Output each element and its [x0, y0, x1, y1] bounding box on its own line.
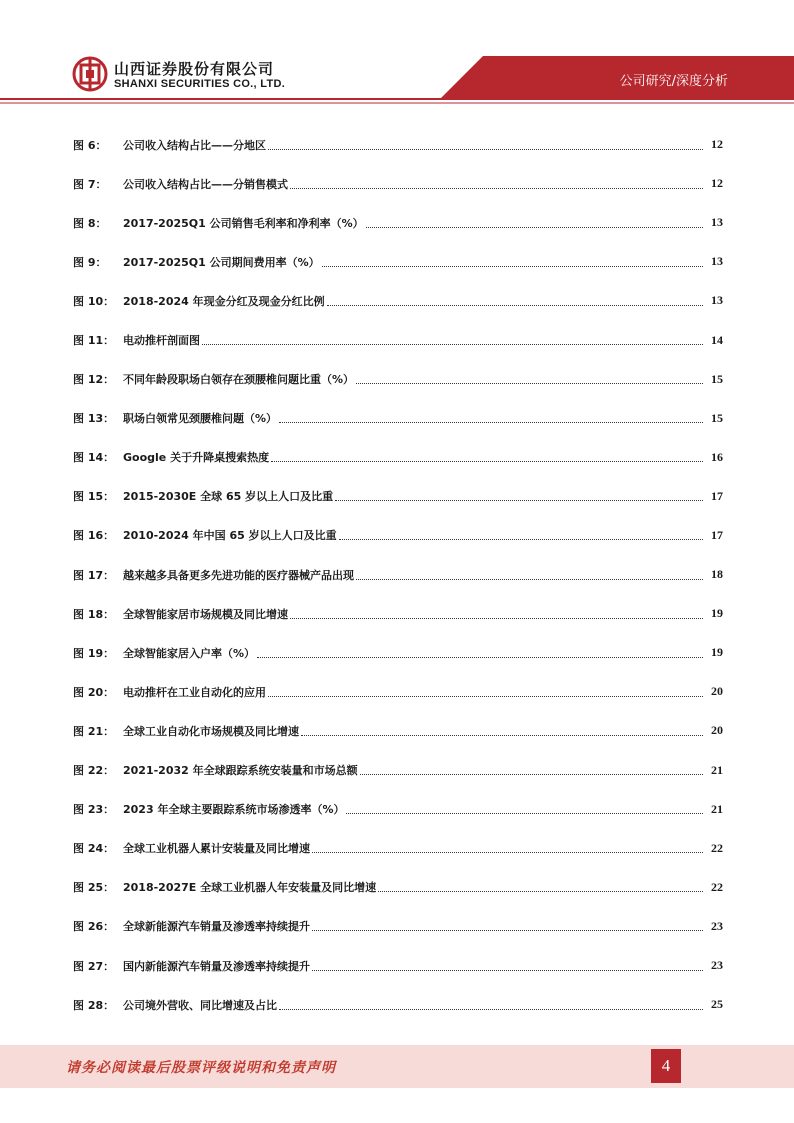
toc-dot-leader: [271, 460, 703, 462]
toc-entry-page[interactable]: 17: [711, 527, 723, 542]
company-name-en: SHANXI SECURITIES CO., LTD.: [114, 78, 286, 90]
toc-entry-title[interactable]: 全球智能家居入户率（%）: [123, 646, 256, 660]
section-title: 公司研究/深度分析: [619, 74, 728, 89]
toc-dot-leader: [335, 499, 703, 501]
toc-entry-title[interactable]: 2018-2027E 全球工业机器人年安装量及同比增速: [123, 881, 377, 895]
toc-entry-label: 图 24：: [73, 842, 115, 856]
toc-dot-leader: [312, 929, 703, 931]
toc-entry-page[interactable]: 23: [711, 958, 723, 973]
toc-dot-leader: [290, 187, 703, 189]
toc-entry-label: 图 18：: [73, 607, 115, 621]
toc-dot-leader: [378, 890, 703, 892]
toc-entry-page[interactable]: 18: [711, 567, 723, 582]
toc-entry-label: 图 21：: [73, 724, 115, 738]
company-name-cn: 山西证券股份有限公司: [114, 60, 275, 78]
toc-dot-leader: [312, 969, 703, 971]
toc-entry-page[interactable]: 13: [711, 254, 723, 269]
toc-dot-leader: [279, 421, 703, 423]
toc-entry-label: 图 6：: [73, 138, 107, 152]
toc-entry-label: 图 10：: [73, 294, 115, 308]
toc-entry-label: 图 26：: [73, 920, 115, 934]
toc-entry-label: 图 20：: [73, 685, 115, 699]
toc-dot-leader: [356, 578, 703, 580]
toc-entry-label: 图 9：: [73, 255, 107, 269]
toc-entry-label: 图 14：: [73, 451, 115, 465]
toc-entry-title[interactable]: 电动推杆剖面图: [123, 334, 200, 348]
toc-entry[interactable]: [73, 164, 723, 203]
toc-entry-page[interactable]: 21: [711, 762, 723, 777]
toc-entry-page[interactable]: 20: [711, 684, 723, 699]
toc-dot-leader: [301, 734, 703, 736]
toc-entry-label: 图 16：: [73, 529, 115, 543]
toc-entry-page[interactable]: 21: [711, 801, 723, 816]
toc-entry[interactable]: [73, 868, 723, 907]
toc-entry-title[interactable]: 越来越多具备更多先进功能的医疗器械产品出现: [123, 568, 354, 582]
toc-dot-leader: [312, 851, 703, 853]
toc-entry-page[interactable]: 20: [711, 723, 723, 738]
toc-entry-title[interactable]: 2017-2025Q1 公司期间费用率（%）: [123, 255, 320, 269]
toc-entry[interactable]: [73, 125, 723, 164]
toc-entry[interactable]: [73, 790, 723, 829]
toc-entry-title[interactable]: 全球智能家居市场规模及同比增速: [123, 607, 288, 621]
toc-entry[interactable]: [73, 438, 723, 477]
toc-entry[interactable]: [73, 360, 723, 399]
toc-entry-page[interactable]: 22: [711, 840, 723, 855]
toc-entry[interactable]: [73, 829, 723, 868]
toc-dot-leader: [257, 656, 703, 658]
toc-entry[interactable]: [73, 320, 723, 359]
toc-entry-label: 图 11：: [73, 334, 115, 348]
toc-dot-leader: [346, 812, 703, 814]
toc-entry-title[interactable]: 公司收入结构占比——分地区: [123, 138, 266, 152]
toc-dot-leader: [268, 148, 703, 150]
toc-entry-label: 图 22：: [73, 764, 115, 778]
toc-entry[interactable]: [73, 555, 723, 594]
toc-entry-title[interactable]: 全球工业自动化市场规模及同比增速: [123, 724, 299, 738]
toc-dot-leader: [366, 226, 703, 228]
company-logo-icon: [72, 56, 108, 92]
company-logo: [72, 56, 332, 96]
toc-entry[interactable]: [73, 281, 723, 320]
toc-entry-title[interactable]: 不同年龄段职场白领存在颈腰椎问题比重（%）: [123, 373, 355, 387]
toc-entry[interactable]: [73, 985, 723, 1024]
toc-entry[interactable]: [73, 751, 723, 790]
toc-entry-title[interactable]: 全球工业机器人累计安装量及同比增速: [123, 842, 310, 856]
toc-entry-page[interactable]: 17: [711, 488, 723, 503]
toc-entry[interactable]: [73, 672, 723, 711]
toc-entry-page[interactable]: 13: [711, 215, 723, 230]
toc-entry[interactable]: [73, 907, 723, 946]
figure-list: [73, 125, 723, 1024]
toc-entry-label: 图 12：: [73, 373, 115, 387]
toc-entry-label: 图 27：: [73, 959, 115, 973]
toc-dot-leader: [268, 695, 703, 697]
toc-entry-label: 图 7：: [73, 177, 107, 191]
disclaimer-link[interactable]: 请务必阅读最后股票评级说明和免责声明: [66, 1060, 336, 1076]
toc-entry-page[interactable]: 19: [711, 606, 723, 621]
toc-entry[interactable]: [73, 516, 723, 555]
toc-entry[interactable]: [73, 946, 723, 985]
toc-entry[interactable]: [73, 203, 723, 242]
toc-entry-title[interactable]: 2021-2032 年全球跟踪系统安装量和市场总额: [123, 764, 358, 778]
toc-entry-title[interactable]: 国内新能源汽车销量及渗透率持续提升: [123, 959, 310, 973]
toc-entry-page[interactable]: 22: [711, 879, 723, 894]
toc-entry-label: 图 23：: [73, 803, 115, 817]
toc-dot-leader: [339, 538, 703, 540]
toc-dot-leader: [279, 1008, 703, 1010]
toc-entry-title[interactable]: 2010-2024 年中国 65 岁以上人口及比重: [123, 529, 337, 543]
toc-entry-title[interactable]: 2017-2025Q1 公司销售毛利率和净利率（%）: [123, 216, 364, 230]
toc-entry-label: 图 17：: [73, 568, 115, 582]
toc-entry-title[interactable]: 职场白领常见颈腰椎问题（%）: [123, 412, 278, 426]
toc-entry-title[interactable]: 2015-2030E 全球 65 岁以上人口及比重: [123, 490, 334, 504]
toc-entry[interactable]: [73, 242, 723, 281]
toc-entry-page[interactable]: 25: [711, 997, 723, 1012]
toc-entry-label: 图 25：: [73, 881, 115, 895]
page-number: 4: [651, 1049, 681, 1083]
page-header: [0, 0, 794, 110]
toc-entry-label: 图 28：: [73, 998, 115, 1012]
toc-entry-title[interactable]: 公司境外营收、同比增速及占比: [123, 998, 277, 1012]
toc-entry-page[interactable]: 14: [711, 332, 723, 347]
toc-entry-title[interactable]: 2023 年全球主要跟踪系统市场渗透率（%）: [123, 803, 345, 817]
toc-entry-page[interactable]: 12: [711, 176, 723, 191]
toc-entry[interactable]: [73, 633, 723, 672]
toc-entry-page[interactable]: 23: [711, 918, 723, 933]
toc-dot-leader: [322, 265, 703, 267]
toc-entry-page[interactable]: 15: [711, 371, 723, 386]
toc-entry-label: 图 8：: [73, 216, 107, 230]
toc-dot-leader: [360, 773, 703, 775]
toc-entry-title[interactable]: 电动推杆在工业自动化的应用: [123, 685, 266, 699]
toc-entry-title[interactable]: 2018-2024 年现金分红及现金分红比例: [123, 294, 325, 308]
toc-entry-title[interactable]: 公司收入结构占比——分销售模式: [123, 177, 288, 191]
toc-entry-title[interactable]: 全球新能源汽车销量及渗透率持续提升: [123, 920, 310, 934]
toc-dot-leader: [327, 304, 703, 306]
toc-entry-page[interactable]: 13: [711, 293, 723, 308]
toc-dot-leader: [290, 617, 703, 619]
toc-entry-label: 图 15：: [73, 490, 115, 504]
toc-entry[interactable]: [73, 399, 723, 438]
page-footer: [0, 1045, 794, 1088]
toc-entry-page[interactable]: 12: [711, 137, 723, 152]
toc-entry-page[interactable]: 19: [711, 645, 723, 660]
toc-entry-title[interactable]: Google 关于升降桌搜索热度: [123, 451, 270, 465]
toc-entry[interactable]: [73, 594, 723, 633]
toc-entry-label: 图 19：: [73, 646, 115, 660]
toc-entry-page[interactable]: 16: [711, 449, 723, 464]
toc-entry-page[interactable]: 15: [711, 410, 723, 425]
toc-dot-leader: [202, 343, 703, 345]
toc-entry-label: 图 13：: [73, 412, 115, 426]
toc-entry[interactable]: [73, 711, 723, 750]
toc-dot-leader: [356, 382, 703, 384]
toc-entry[interactable]: [73, 477, 723, 516]
